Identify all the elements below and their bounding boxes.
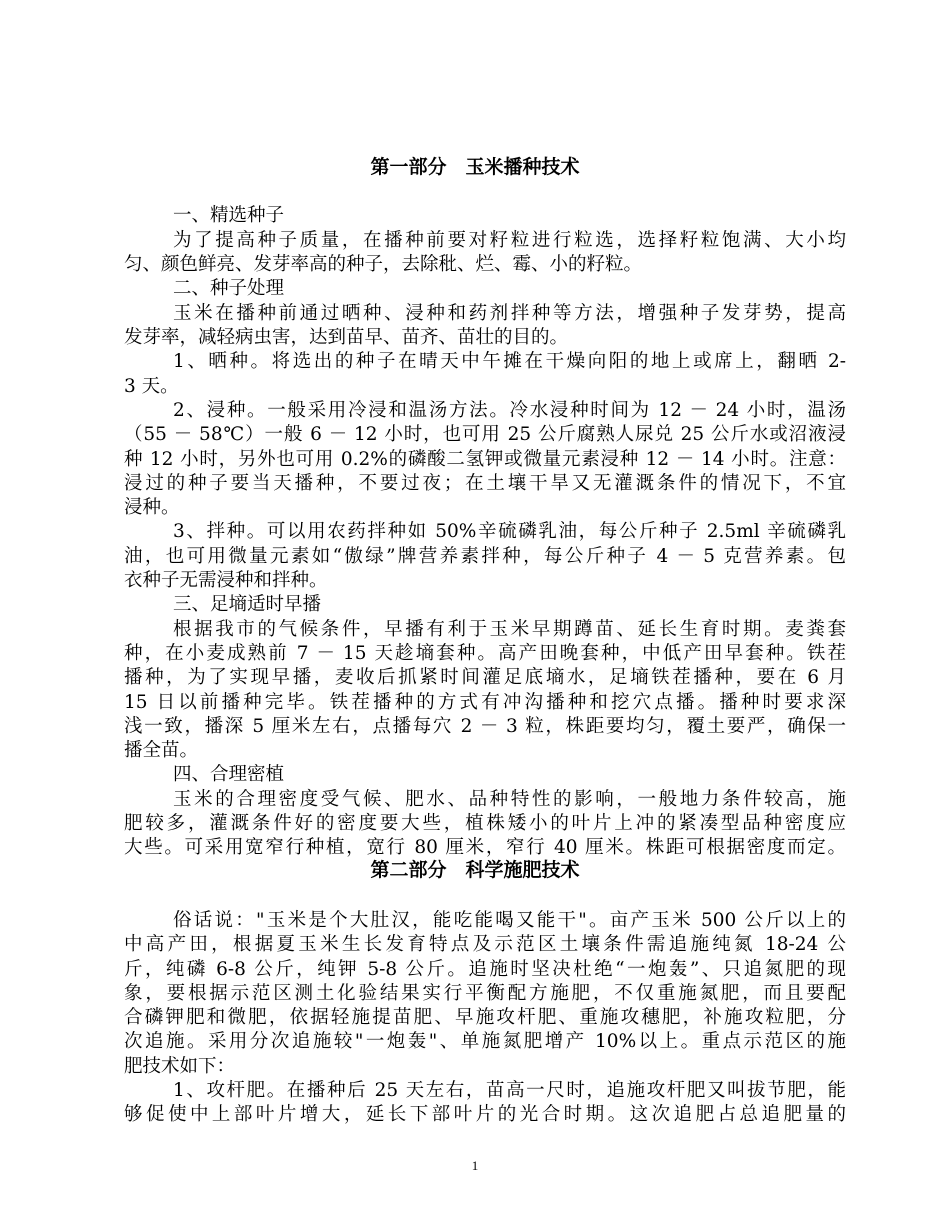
- text-line: 浅一致，播深 5 厘米左右，点播每穴 2 － 3 粒，株距要均匀，覆土要严，确保一: [124, 716, 846, 737]
- text-line: 玉米在播种前通过晒种、浸种和药剂拌种等方法，增强种子发芽势，提高: [173, 303, 846, 324]
- part2-heading: 第二部分 科学施肥技术: [370, 859, 580, 881]
- text-line: 衣种子无需浸种和拌种。: [124, 570, 328, 591]
- text-line: 够促使中上部叶片增大，延长下部叶片的光合时期。这次追肥占总追肥量的: [124, 1104, 846, 1125]
- text-line: 玉米的合理密度受气候、肥水、品种特性的影响，一般地力条件较高，施: [173, 789, 846, 810]
- text-line: 斤，纯磷 6-8 公斤，纯钾 5-8 公斤。追施时坚决杜绝“一炮轰”、只追氮肥的现: [124, 959, 846, 980]
- text-line: 种，在小麦成熟前 7 － 15 天趁墒套种。高产田晚套种，中低产田早套种。铁茬: [124, 643, 846, 664]
- text-line: 大些。可采用宽窄行种植，宽行 80 厘米，窄行 40 厘米。株距可根据密度而定。: [124, 837, 846, 858]
- text-line: 浸过的种子要当天播种，不要过夜；在土壤干旱又无灌溉条件的情况下，不宜: [124, 473, 846, 494]
- section-heading-seed-treatment: 二、种子处理: [173, 278, 285, 299]
- text-line: 3、拌种。可以用农药拌种如 50%辛硫磷乳油，每公斤种子 2.5ml 辛硫磷乳: [173, 521, 846, 542]
- text-line: 播种，为了实现早播，麦收后抓紧时间灌足底墒水，足墒铁茬播种，要在 6 月: [124, 667, 846, 688]
- text-line: 种 12 小时，另外也可用 0.2%的磷酸二氢钾或微量元素浸种 12 － 14 小时。注意：: [124, 449, 846, 470]
- text-line: 1、攻杆肥。在播种后 25 天左右，苗高一尺时，追施攻杆肥又叫拔节肥，能: [173, 1080, 846, 1101]
- text-line: 象，要根据示范区测土化验结果实行平衡配方施肥，不仅重施氮肥，而且要配: [124, 983, 846, 1004]
- part1-heading: 第一部分 玉米播种技术: [370, 156, 580, 178]
- text-line: 油，也可用微量元素如“傲绿”牌营养素拌种，每公斤种子 4 － 5 克营养素。包: [124, 546, 846, 567]
- text-line: 肥技术如下：: [124, 1056, 236, 1077]
- text-line: 2、浸种。一般采用冷浸和温汤方法。冷水浸种时间为 12 － 24 小时，温汤: [173, 400, 846, 421]
- text-line: 播全苗。: [124, 740, 199, 761]
- text-line: 发芽率，减轻病虫害，达到苗早、苗齐、苗壮的目的。: [124, 327, 569, 348]
- text-line: 根据我市的气候条件，早播有利于玉米早期蹲苗、延长生育时期。麦粪套: [173, 619, 846, 640]
- page-number: 1: [471, 1158, 479, 1173]
- text-line: 3 天。: [124, 376, 179, 397]
- text-line: 中高产田，根据夏玉米生长发育特点及示范区土壤条件需追施纯氮 18-24 公: [124, 934, 846, 955]
- text-line: 次追施。采用分次追施较"一炮轰"、单施氮肥增产 10%以上。重点示范区的施: [124, 1031, 846, 1052]
- text-line: 浸种。: [124, 497, 180, 518]
- text-line: （55 － 58℃）一般 6 － 12 小时，也可用 25 公斤腐熟人尿兑 25 公斤水或沼液浸: [124, 424, 846, 445]
- text-line: 为了提高种子质量，在播种前要对籽粒进行粒选，选择籽粒饱满、大小均: [173, 230, 846, 251]
- text-line: 合磷钾肥和微肥，依据轻施提苗肥、早施攻杆肥、重施攻穗肥，补施攻粒肥，分: [124, 1007, 846, 1028]
- text-line: 肥较多，灌溉条件好的密度要大些，植株矮小的叶片上冲的紧凑型品种密度应: [124, 813, 846, 834]
- text-line: 俗话说："玉米是个大肚汉，能吃能喝又能干"。亩产玉米 500 公斤以上的: [173, 910, 846, 931]
- section-heading-early-sowing: 三、足墒适时早播: [173, 594, 322, 615]
- section-heading-seed-selection: 一、精选种子: [173, 205, 285, 226]
- text-line: 1、晒种。将选出的种子在晴天中午摊在干燥向阳的地上或席上，翻晒 2-: [173, 351, 846, 372]
- section-heading-dense-planting: 四、合理密植: [173, 764, 285, 785]
- text-line: 15 日以前播种完毕。铁茬播种的方式有冲沟播种和挖穴点播。播种时要求深: [124, 692, 846, 713]
- text-line: 匀、颜色鲜亮、发芽率高的种子，去除秕、烂、霉、小的籽粒。: [124, 254, 643, 275]
